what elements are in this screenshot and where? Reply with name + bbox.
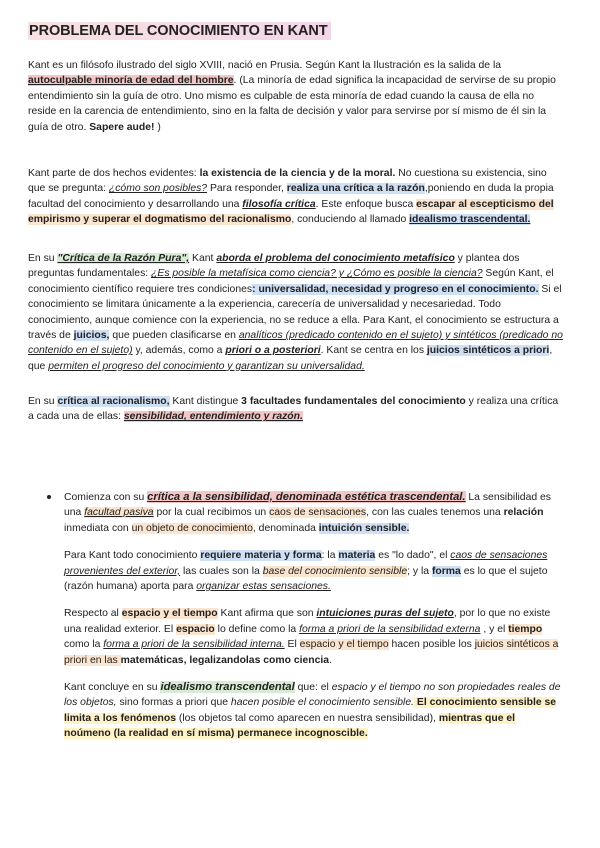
conocimiento-sensible: hacen posible el conocimiento sensible.: [230, 697, 415, 709]
highlight-tiempo: tiempo: [508, 623, 543, 635]
highlight-objeto: un objeto de conocimiento: [131, 522, 253, 534]
text: La sensibilidad es una: [64, 492, 552, 519]
bullet-icon: [47, 495, 51, 499]
text: lo define como la: [214, 623, 300, 635]
highlight-minoria: autoculpable minoría de edad del hombre: [28, 75, 234, 87]
paragraph-materia-forma: [64, 548, 564, 594]
highlight-idealismo-transcendental: idealismo transcendental: [160, 681, 295, 694]
highlight-juicios-matematicas: juicios sintéticos a priori en las: [64, 639, 559, 666]
text: es lo que el sujeto (razón humana) aporta para: [64, 565, 548, 593]
text: El: [284, 639, 300, 651]
text: Comienza con su: [64, 492, 148, 503]
highlight-forma: forma: [431, 565, 461, 577]
text: por la cual recibimos un: [153, 507, 270, 519]
text: Kant parte de dos hechos evidentes:: [28, 168, 200, 179]
highlight-fenomenos: El conocimiento sensible se limita a los fenómenos: [64, 697, 557, 724]
paragraph-hechos: [28, 166, 564, 228]
highlight-materia: materia: [338, 550, 376, 562]
bold-ciencia-moral: la existencia de la ciencia y de la moral.: [199, 168, 396, 179]
caos-exterior: caos de sensaciones provenientes del exterior,: [64, 550, 548, 577]
text: Si el conocimiento se limitara únicamente a la experiencia, carecería de universalidad y necesariedad. Todo conocimiento, aunque comience con la experiencia, no se reduce a ella. Para Kant, el conocimiento se estructura a través de: [28, 283, 562, 342]
text: las cuales son la: [180, 565, 263, 577]
highlight-caos: caos de sensaciones: [269, 507, 367, 519]
paragraph-razon-pura: [28, 251, 564, 374]
text: Kant afirma que son: [217, 608, 317, 620]
text: sino formas a priori que: [116, 697, 231, 709]
filosofia-critica: filosofía crítica: [242, 198, 316, 210]
intuiciones-puras: intuiciones puras del sujeto: [316, 608, 454, 620]
text: , conduciendo al llamado: [291, 214, 410, 226]
matematicas: matemáticas, legalizandolas como ciencia: [120, 654, 330, 666]
text: y realiza una crítica a cada una de ellas:: [28, 396, 559, 423]
highlight-sinteticos-priori: juicios sintéticos a priori: [426, 345, 550, 357]
text: ,poniendo en duda la propia facultad del conocimiento y desarrollando una: [28, 183, 554, 210]
list-item: [28, 490, 564, 536]
paragraph-conclusion: [64, 680, 564, 742]
highlight-espacio-tiempo: espacio y el tiempo: [121, 608, 218, 620]
text: Kant concluye en su: [64, 682, 161, 694]
text: Según Kant, el conocimiento científico requiere tres condiciones: [28, 268, 554, 295]
progreso-conocimiento: permiten el progreso del conocimiento y garantizan su universalidad.: [48, 360, 365, 372]
highlight-facultades: sensibilidad, entendimiento y razón.: [123, 411, 303, 423]
text: En su: [28, 253, 58, 264]
text: Kant es un filósofo ilustrado del siglo XVIII, nació en Prusia. Según Kant la Ilustración es la salida de la: [28, 60, 502, 71]
paragraph-racionalismo: [28, 394, 564, 425]
tres-facultades: 3 facultades fundamentales del conocimiento: [241, 396, 466, 407]
text: como la: [64, 639, 104, 651]
text: . Kant se centra en los: [320, 345, 427, 357]
text: Kant: [189, 253, 217, 264]
text: que pueden clasificarse en: [109, 330, 239, 342]
paragraph-ilustracion: [28, 58, 564, 135]
forma-interna: forma a priori de la sensibilidad interna.: [103, 639, 285, 651]
highlight-critica-razon-pura: "Crítica de la Razón Pura",: [57, 253, 190, 264]
paragraph-espacio-tiempo: [64, 606, 564, 668]
highlight-juicios: juicios,: [73, 330, 110, 342]
text: Respecto al: [64, 608, 122, 620]
text: , con las cuales tenemos una: [366, 507, 504, 519]
highlight-facultad-pasiva: facultad pasiva: [84, 507, 154, 519]
text: , por lo que no existe una realidad exterior. El: [64, 608, 551, 635]
text: que: el: [294, 682, 332, 694]
text: No cuestiona su existencia, sino que se pregunta:: [28, 168, 547, 195]
text: . Este enfoque busca: [315, 198, 417, 210]
text: (los objetos tal como aparecen en nuestra sensibilidad),: [176, 712, 439, 724]
text: y, además, como a: [132, 345, 226, 357]
text: ): [154, 121, 161, 133]
analiticos-sinteticos: analíticos (predicado contenido en el sujeto) y sintéticos (predicado no contenido en el sujeto): [28, 330, 563, 357]
page-title: PROBLEMA DEL CONOCIMIENTO EN KANT: [28, 22, 331, 40]
highlight-noumeno: mientras que el noúmeno (la realidad en sí misma) permanece incognoscible.: [64, 712, 516, 740]
highlight-condiciones: : universalidad, necesidad y progreso en el conocimiento.: [252, 283, 539, 295]
list-item-sensibilidad: [64, 490, 564, 536]
text: .: [329, 654, 332, 666]
bullet-list: [28, 490, 564, 742]
highlight-idealismo: idealismo trascendental.: [409, 214, 531, 226]
text: : la: [321, 550, 339, 562]
problema-metafisico: aborda el problema del conocimiento metafísico: [216, 253, 455, 264]
text: es "lo dado", el: [375, 550, 451, 562]
text: ; y la: [407, 565, 432, 577]
highlight-espacio: espacio: [176, 623, 215, 635]
text: . (La minoría de edad significa la incapacidad de servirse de su propio entendimiento sin la guía de otro. Uno mismo es culpable de esta minoría de edad cuando la causa de ella no reside en la carencia de entendimiento, sino en la falta de decisión y valor para servirse por sí mismo de él sin la guía de otro.: [28, 75, 556, 133]
highlight-critica-racionalismo: crítica al racionalismo,: [57, 396, 170, 407]
sapere-aude: Sapere aude!: [89, 121, 155, 133]
document-page: [28, 22, 564, 740]
text: , y el: [480, 623, 509, 635]
text: , denominada: [252, 522, 319, 534]
highlight-base: base del conocimiento sensible: [262, 565, 408, 577]
forma-externa: forma a priori de la sensibilidad externa: [299, 623, 481, 635]
text: hacen posible los: [388, 639, 475, 651]
highlight-escepticismo: escapar al escepticismo del empirismo y superar el dogmatismo del racionalismo: [28, 198, 554, 226]
text: Para responder,: [207, 183, 287, 195]
text: Kant distingue: [169, 396, 242, 407]
highlight-espacio-tiempo-2: espacio y el tiempo: [299, 639, 389, 651]
organizar-sensaciones: organizar estas sensaciones.: [196, 581, 331, 593]
text: En su: [28, 396, 58, 407]
espacio-tiempo-no-reales: espacio y el tiempo no son propiedades reales de los objetos,: [64, 682, 561, 709]
text: inmediata con: [64, 522, 132, 534]
priori-posteriori: priori o a posteriori: [225, 345, 321, 357]
highlight-estetica: crítica a la sensibilidad, denominada estética trascendental.: [147, 491, 466, 503]
text: Para Kant todo conocimiento: [64, 550, 201, 562]
highlight-intuicion: intuición sensible.: [318, 522, 410, 534]
preguntas-fundamentales: ¿Es posible la metafísica como ciencia? y ¿Cómo es posible la ciencia?: [151, 268, 483, 280]
question-posibles: ¿cómo son posibles?: [108, 183, 208, 195]
text: y plantea dos preguntas fundamentales:: [28, 253, 520, 280]
highlight-materia-forma: requiere materia y forma: [200, 550, 322, 562]
relacion: relación: [503, 507, 544, 519]
highlight-critica-razon: realiza una crítica a la razón: [286, 183, 425, 195]
text: , que: [28, 345, 553, 372]
